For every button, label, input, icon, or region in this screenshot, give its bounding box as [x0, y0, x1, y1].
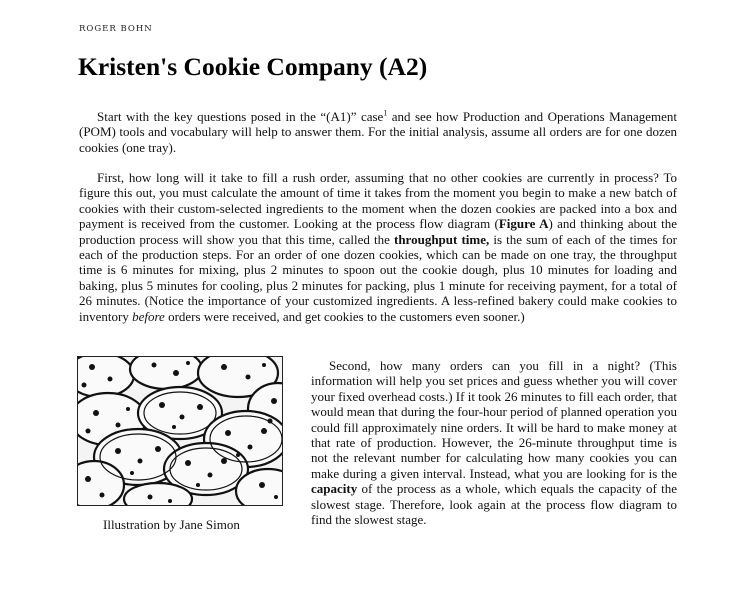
text-run: Start with the key questions posed in the “(A1)” case: [97, 109, 384, 124]
term-throughput-time: throughput time,: [394, 231, 490, 247]
text-run: and see how Production and Operations Management (POM) tools and vocabulary will help to answer them. For the initial analysis, assume all orders are for one dozen cookies (one tray).: [79, 109, 677, 155]
text-run: ) and thinking about the production process will show you that this time, called the: [79, 216, 677, 247]
throughput-paragraph: [79, 170, 677, 324]
page-title: Kristen's Cookie Company (A2): [78, 52, 428, 81]
author-name: ROGER BOHN: [79, 24, 153, 34]
term-capacity: capacity: [311, 481, 358, 497]
text-run: orders were received, and get cookies to the customers even sooner.): [164, 308, 525, 324]
text-run: First, how long will it take to fill a rush order, assuming that no other cookies are currently in process? To figure this out, you must calculate the amount of time it takes from the moment you begin to make a new batch of cookies with their custom-selected ingredients to the moment when the dozen cookies are packed into a box and payment is received from the customer. Looking at the process flow diagram (: [79, 170, 677, 232]
text-run: Second, how many orders can you fill in a night? (This information will help you set prices and guess whether you will cover your fixed overhead costs.) If it took 26 minutes to fill each order, that would mean that during the four-hour period of planned operation you could fill approximately nine orders. It will be hard to make money at that rate of production. However, the 26-minute throughput time is not the relevant number for calculating how many cookies you can make during a given interval. Instead, what you are looking for is the: [311, 358, 677, 481]
capacity-paragraph: [311, 358, 677, 527]
text-run: of the process as a whole, which equals the capacity of the slowest stage. Therefore, look again at the process flow diagram to find the slowest stage.: [311, 481, 677, 528]
footnote-marker[interactable]: 1: [383, 108, 388, 118]
illustration-caption: Illustration by Jane Simon: [103, 517, 240, 532]
text-run: is the sum of each of the times for each of the production steps. For an order of one dozen cookies, which can be made on one tray, the throughput time is 6 minutes for mixing, plus 2 minutes to spoon out the cookie dough, plus 10 minutes for loading and baking, plus 5 minutes for cooling, plus 2 minutes for packing, plus 1 minute for receiving payment, for a total of 26 minutes. (Notice the importance of your customized ingredients. A less-refined bakery could make cookies to inventory: [79, 231, 677, 324]
cookies-illustration-icon: [77, 356, 283, 506]
figure-reference: Figure A: [498, 216, 549, 232]
cookies-drawing: [78, 357, 282, 505]
intro-paragraph: [79, 109, 677, 155]
emphasis-before: before: [132, 308, 165, 324]
